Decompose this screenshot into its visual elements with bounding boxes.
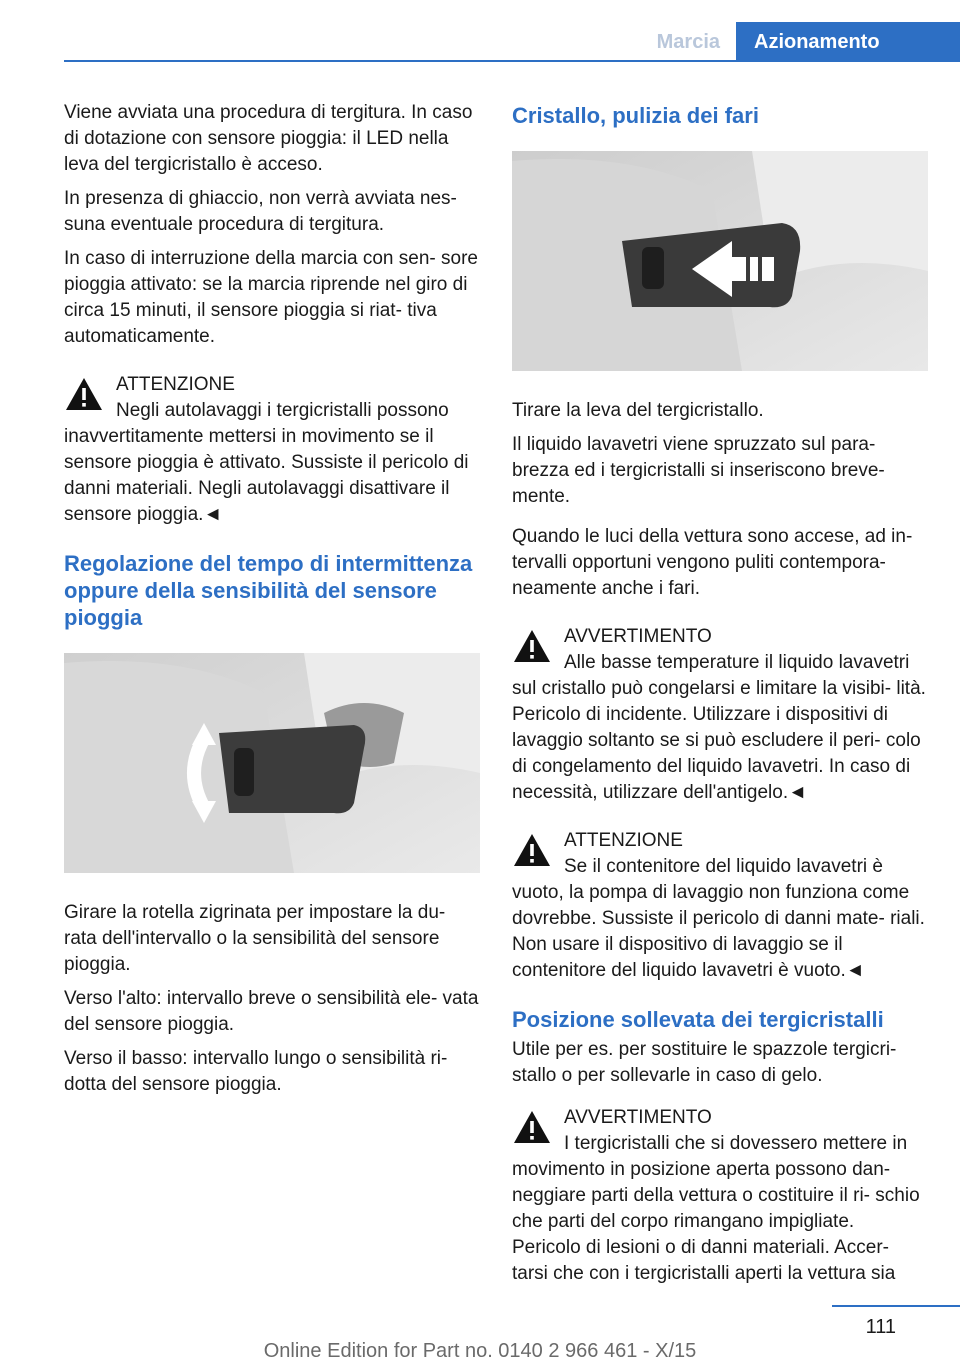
page-number: 111: [865, 1316, 896, 1338]
left-paragraph-1: Viene avviata una procedura di tergitura. In caso di dotazione con sensore pioggia: il LED nella leva del tergicristallo è acceso.: [64, 102, 473, 175]
left-paragraph-3: In caso di interruzione della marcia con sen- sore pioggia attivato: se la marcia riprende nel giro di circa 15 minuti, il sensore pioggia si riat- tiva automaticamente.: [64, 248, 478, 347]
section-heading-regolazione: Regolazione del tempo di intermittenza oppure della sensibilità del sensore pioggia: [64, 551, 473, 630]
warning-box-1: [64, 372, 480, 528]
right-paragraph-3: Quando le luci della vettura sono accese, ad in- tervalli opportuni vengono puliti contempora- neamente anche i fari.: [512, 526, 913, 599]
footer-rule: [832, 1305, 960, 1307]
warning-triangle-icon: [512, 832, 552, 868]
right-column: [512, 100, 928, 1301]
header-tab-marcia[interactable]: Marcia: [656, 31, 720, 53]
warning-box-4: [512, 1105, 928, 1287]
warning-box-3: [512, 828, 928, 984]
right-paragraph-1: Tirare la leva del tergicristallo.: [512, 400, 764, 421]
section-heading-cristallo: Cristallo, pulizia dei fari: [512, 103, 759, 128]
left-column: [64, 100, 480, 1106]
warning-title-4: AVVERTIMENTO: [564, 1107, 712, 1128]
warning-triangle-icon: [512, 628, 552, 664]
page-header: [0, 0, 960, 62]
warning-text-2: Alle basse temperature il liquido lavavetri sul cristallo può congelarsi e limitare la visibi- lità. Pericolo di incidente. Utilizzare i dispositivi di lavaggio soltanto se si può escludere il peri- colo di congelamento del liquido lavavetri. In caso di necessità, utilizzare dell'antigelo.◄: [512, 652, 926, 803]
warning-title-1: ATTENZIONE: [116, 374, 235, 395]
edition-note: Online Edition for Part no. 0140 2 966 461 - X/15: [263, 1340, 697, 1362]
rain-sensor-dial-image: [64, 653, 480, 873]
right-paragraph-2: Il liquido lavavetri viene spruzzato sul para- brezza ed i tergicristalli si inseriscono breve- mente.: [512, 434, 885, 507]
header-rule: [64, 60, 960, 62]
left-paragraph-5: Verso l'alto: intervallo breve o sensibilità ele- vata del sensore pioggia.: [64, 988, 479, 1035]
warning-triangle-icon: [64, 376, 104, 412]
right-paragraph-4: Utile per es. per sostituire le spazzole tergicri- stallo o per sollevarle in caso di gelo.: [512, 1039, 897, 1086]
warning-text-4: I tergicristalli che si dovessero mettere in movimento in posizione aperta possono dan- neggiare parti della vettura o costituire il ri- schio che parti del corpo rimangano impigliate. Pericolo di lesioni o di danni materiali. Accer- tarsi che con i tergicristalli aperti la vettura sia: [512, 1133, 920, 1284]
left-paragraph-6: Verso il basso: intervallo lungo o sensibilità ri- dotta del sensore pioggia.: [64, 1048, 448, 1095]
left-paragraph-2: In presenza di ghiaccio, non verrà avviata nes- suna eventuale procedura di tergitura.: [64, 188, 457, 235]
warning-title-3: ATTENZIONE: [564, 830, 683, 851]
warning-title-2: AVVERTIMENTO: [564, 626, 712, 647]
header-tab-azionamento[interactable]: Azionamento: [736, 22, 960, 62]
wiper-lever-pull-image: [512, 151, 928, 371]
warning-box-2: [512, 624, 928, 806]
warning-text-1: Negli autolavaggi i tergicristalli possono inavvertitamente mettersi in movimento se il sensore pioggia è attivato. Sussiste il pericolo di danni materiali. Negli autolavaggi disattivare il sensore pioggia.◄: [64, 400, 469, 525]
warning-text-3: Se il contenitore del liquido lavavetri è vuoto, la pompa di lavaggio non funziona come dovrebbe. Sussiste il pericolo di danni mate- riali. Non usare il dispositivo di lavaggio se il contenitore del liquido lavavetri è vuoto.◄: [512, 856, 925, 981]
left-paragraph-4: Girare la rotella zigrinata per impostare la du- rata dell'intervallo o la sensibilità del sensore pioggia.: [64, 902, 446, 975]
warning-triangle-icon: [512, 1109, 552, 1145]
section-heading-posizione-sollevata: Posizione sollevata dei tergicristalli: [512, 1007, 884, 1032]
